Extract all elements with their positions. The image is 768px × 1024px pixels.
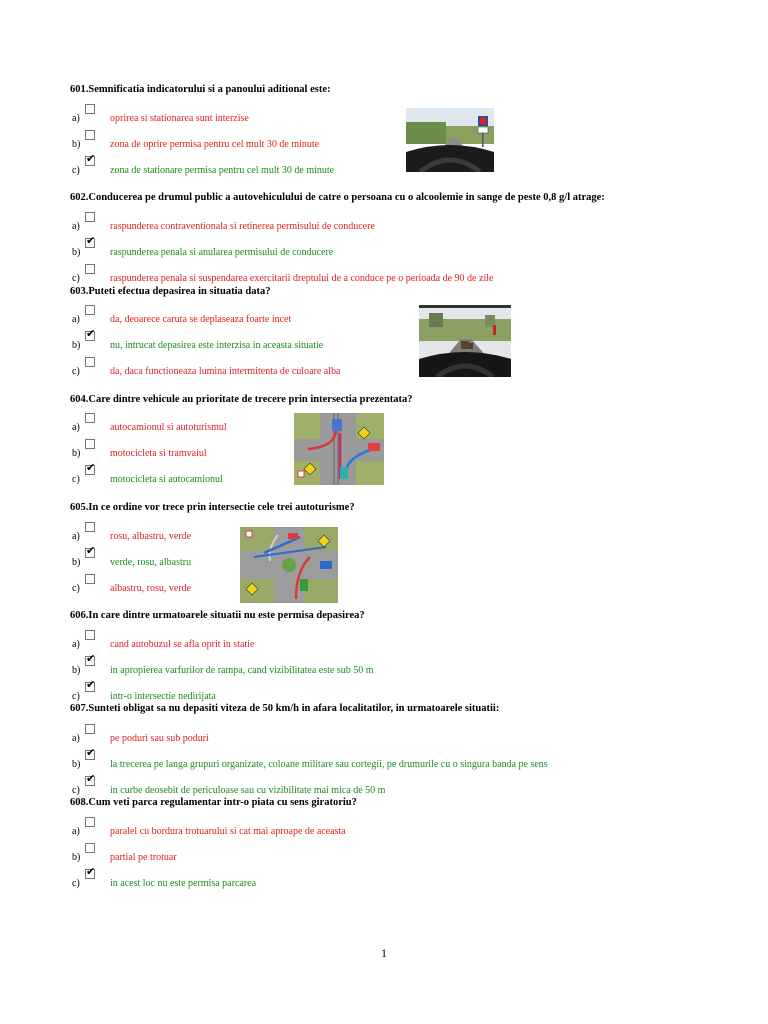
answer-checkbox[interactable] xyxy=(85,305,95,315)
option-text: in curbe deosebit de periculoase sau cu vizibilitate mai mica de 50 m xyxy=(110,785,386,796)
checkmark-icon: ✔ xyxy=(86,461,96,474)
option-letter: c) xyxy=(72,165,80,176)
checkmark-icon: ✔ xyxy=(86,544,96,557)
answer-checkbox[interactable] xyxy=(85,678,96,692)
horse-cart-photo xyxy=(419,305,511,377)
option-text: motocicleta si autocamionul xyxy=(110,474,223,485)
option-text: rosu, albastru, verde xyxy=(110,531,192,542)
answer-checkbox[interactable] xyxy=(85,234,96,248)
option-letter: a) xyxy=(72,422,80,433)
answer-checkbox[interactable] xyxy=(85,574,95,584)
answer-checkbox[interactable] xyxy=(85,152,96,166)
answer-checkbox[interactable] xyxy=(85,357,95,367)
option-text: zona de oprire permisa pentru cel mult 30 de minute xyxy=(110,139,320,150)
option-letter: b) xyxy=(72,448,81,459)
option-letter: b) xyxy=(72,247,81,258)
answer-checkbox[interactable] xyxy=(85,724,95,734)
option-text: oprirea si stationarea sunt interzise xyxy=(110,113,249,124)
answer-checkbox[interactable] xyxy=(85,264,95,274)
option-text: motocicleta si tramvaiul xyxy=(110,448,207,459)
option-letter: c) xyxy=(72,366,80,377)
option-text: paralel cu bordura trotuarului si cat mai aproape de aceasta xyxy=(110,826,346,837)
option-letter: b) xyxy=(72,557,81,568)
option-text: pe poduri sau sub poduri xyxy=(110,733,209,744)
option-letter: a) xyxy=(72,826,80,837)
answer-checkbox[interactable] xyxy=(85,327,96,341)
answer-checkbox[interactable] xyxy=(85,461,96,475)
option-letter: c) xyxy=(72,583,80,594)
option-letter: a) xyxy=(72,314,80,325)
answer-checkbox[interactable] xyxy=(85,630,95,640)
option-text: verde, rosu, albastru xyxy=(110,557,192,568)
question-title: 601.Semnificatia indicatorului si a panoului aditional este: xyxy=(70,84,331,95)
option-text: raspunderea penala si suspendarea exercitarii dreptului de a conduce pe o perioada de 90 de zile xyxy=(110,273,494,284)
answer-checkbox[interactable] xyxy=(85,652,96,666)
checkmark-icon: ✔ xyxy=(86,772,96,785)
checkmark-icon: ✔ xyxy=(86,746,96,759)
option-letter: a) xyxy=(72,113,80,124)
option-text: in acest loc nu este permisa parcarea xyxy=(110,878,257,889)
question-title: 605.In ce ordine vor trece prin intersectie cele trei autoturisme? xyxy=(70,502,355,513)
option-letter: a) xyxy=(72,531,80,542)
option-letter: a) xyxy=(72,733,80,744)
option-letter: c) xyxy=(72,474,80,485)
option-letter: b) xyxy=(72,852,81,863)
question-title: 608.Cum veti parca regulamentar intr-o piata cu sens giratoriu? xyxy=(70,797,357,808)
option-text: autocamionul si autoturismul xyxy=(110,422,227,433)
option-letter: b) xyxy=(72,139,81,150)
question-title: 607.Sunteti obligat sa nu depasiti viteza de 50 km/h in afara localitatilor, in urmatoarele situatii: xyxy=(70,703,500,714)
answer-checkbox[interactable] xyxy=(85,439,95,449)
answer-checkbox[interactable] xyxy=(85,522,95,532)
answer-checkbox[interactable] xyxy=(85,865,96,879)
option-letter: c) xyxy=(72,785,80,796)
option-text: la trecerea pe langa grupuri organizate, coloane militare sau cortegii, pe drumurile cu o singura banda pe sens xyxy=(110,759,548,770)
answer-checkbox[interactable] xyxy=(85,843,95,853)
answer-checkbox[interactable] xyxy=(85,746,96,760)
option-letter: b) xyxy=(72,340,81,351)
option-text: zona de stationare permisa pentru cel mult 30 de minute xyxy=(110,165,335,176)
option-letter: c) xyxy=(72,878,80,889)
option-text: da, daca functioneaza lumina intermitenta de culoare alba xyxy=(110,366,341,377)
option-text: raspunderea contraventionala si retinerea permisului de conducere xyxy=(110,221,375,232)
answer-checkbox[interactable] xyxy=(85,817,95,827)
option-text: raspunderea penala si anularea permisului de conducere xyxy=(110,247,334,258)
question-title: 602.Conducerea pe drumul public a autovehiculului de catre o persoana cu o alcoolemie in sange de peste 0,8 g/l atrage: xyxy=(70,192,605,203)
checkmark-icon: ✔ xyxy=(86,327,96,340)
answer-checkbox[interactable] xyxy=(85,544,96,558)
answer-checkbox[interactable] xyxy=(85,772,96,786)
answer-checkbox[interactable] xyxy=(85,413,95,423)
road-sign-photo xyxy=(406,108,494,172)
option-letter: a) xyxy=(72,221,80,232)
question-title: 606.In care dintre urmatoarele situatii nu este permisa depasirea? xyxy=(70,610,365,621)
option-text: albastru, rosu, verde xyxy=(110,583,192,594)
checkmark-icon: ✔ xyxy=(86,678,96,691)
option-text: intr-o intersectie nedirijata xyxy=(110,691,216,702)
checkmark-icon: ✔ xyxy=(86,234,96,247)
question-title: 604.Care dintre vehicule au prioritate de trecere prin intersectia prezentata? xyxy=(70,394,413,405)
answer-checkbox[interactable] xyxy=(85,130,95,140)
checkmark-icon: ✔ xyxy=(86,152,96,165)
option-text: partial pe trotuar xyxy=(110,852,177,863)
option-letter: a) xyxy=(72,639,80,650)
roundabout-diagram-605 xyxy=(240,527,338,603)
option-text: da, deoarece caruta se deplaseaza foarte incet xyxy=(110,314,292,325)
checkmark-icon: ✔ xyxy=(86,865,96,878)
option-letter: c) xyxy=(72,273,80,284)
intersection-diagram-604 xyxy=(294,413,384,485)
question-title: 603.Puteti efectua depasirea in situatia data? xyxy=(70,286,271,297)
answer-checkbox[interactable] xyxy=(85,212,95,222)
checkmark-icon: ✔ xyxy=(86,652,96,665)
option-letter: b) xyxy=(72,665,81,676)
option-letter: c) xyxy=(72,691,80,702)
option-text: in apropierea varfurilor de rampa, cand vizibilitatea este sub 50 m xyxy=(110,665,374,676)
option-letter: b) xyxy=(72,759,81,770)
page-number: 1 xyxy=(381,946,387,960)
option-text: nu, intrucat depasirea este interzisa in aceasta situatie xyxy=(110,340,324,351)
answer-checkbox[interactable] xyxy=(85,104,95,114)
option-text: cand autobuzul se afla oprit in statie xyxy=(110,639,255,650)
